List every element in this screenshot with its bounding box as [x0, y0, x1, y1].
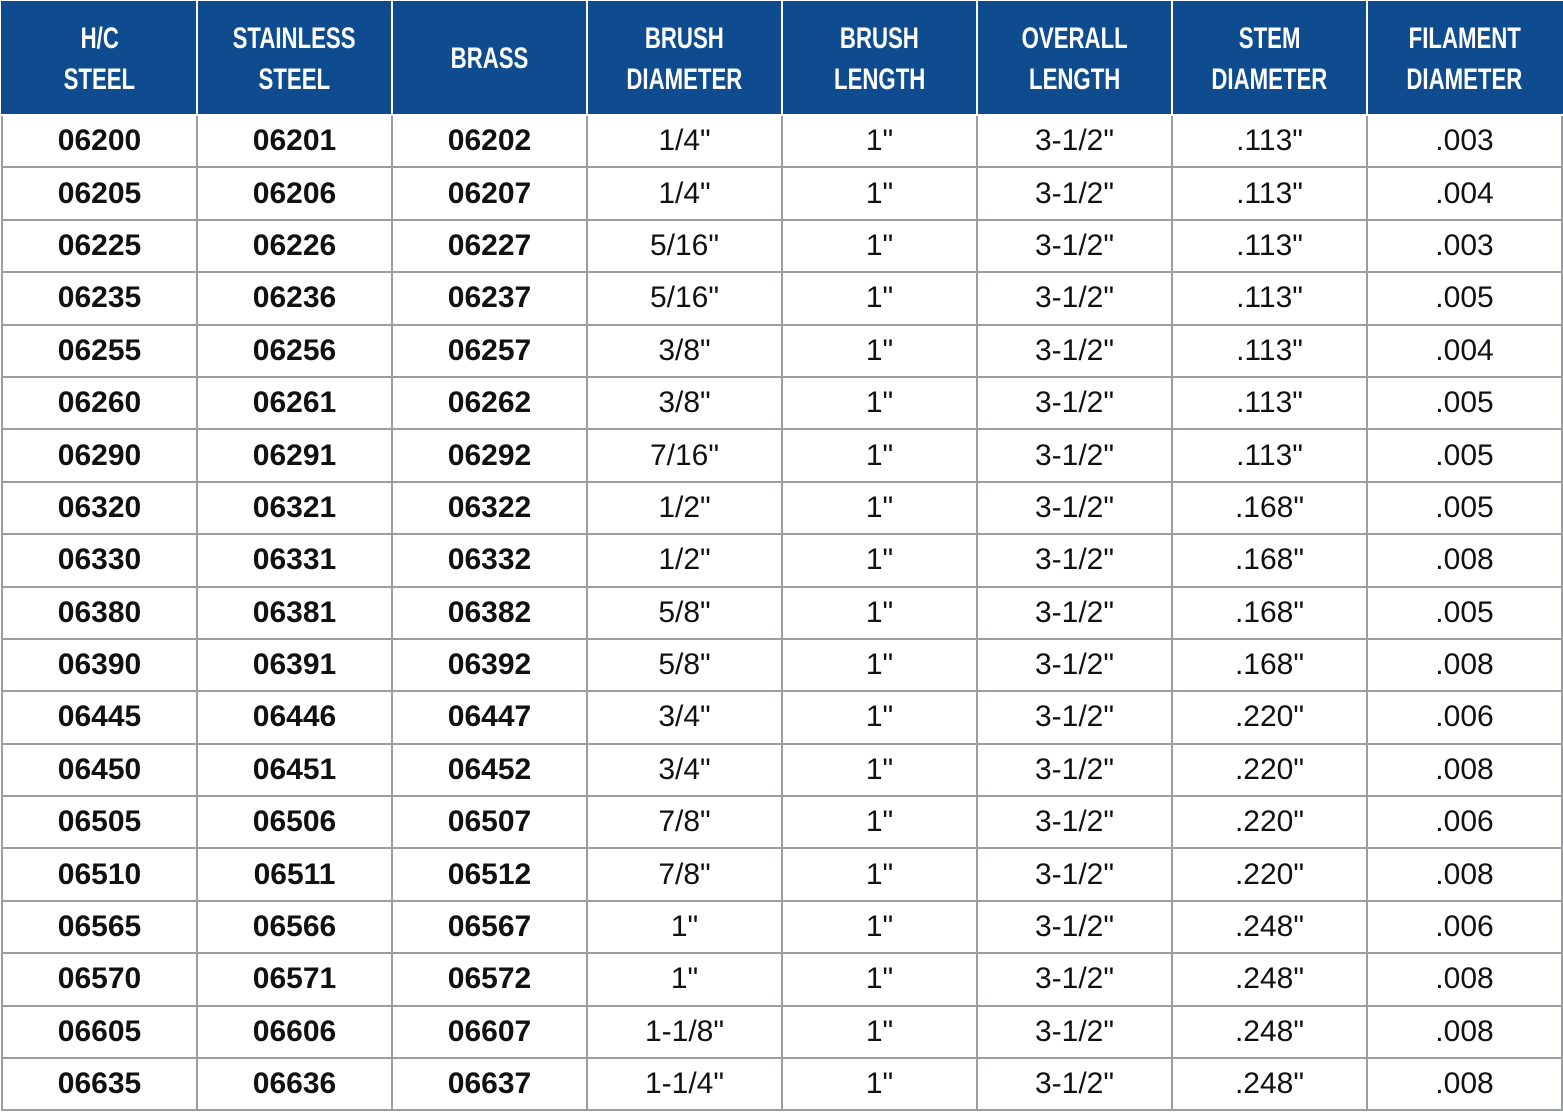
filament-diameter-cell: .003	[1367, 220, 1562, 272]
stem-diameter-cell: .168"	[1172, 534, 1367, 586]
filament-diameter-cell: .005	[1367, 272, 1562, 324]
stainless-steel-cell: 06511	[197, 848, 392, 900]
brush-diameter-cell: 3/8"	[587, 377, 782, 429]
hc-steel-cell: 06445	[2, 691, 197, 743]
stem-diameter-cell: .113"	[1172, 115, 1367, 167]
stainless-steel-cell: 06261	[197, 377, 392, 429]
brush-length-cell: 1"	[782, 534, 977, 586]
filament-diameter-cell: .008	[1367, 1006, 1562, 1058]
hc-steel-cell: 06635	[2, 1058, 197, 1110]
header-filament-diameter	[1367, 2, 1562, 115]
brass-cell: 06227	[392, 220, 587, 272]
header-line: LENGTH	[833, 62, 926, 96]
filament-diameter-cell: .005	[1367, 429, 1562, 481]
stem-diameter-cell: .168"	[1172, 482, 1367, 534]
stainless-steel-cell: 06321	[197, 482, 392, 534]
brass-cell: 06202	[392, 115, 587, 167]
header-stem-diameter	[1172, 2, 1367, 115]
header-row	[2, 2, 1562, 115]
brush-length-cell: 1"	[782, 325, 977, 377]
hc-steel-cell: 06565	[2, 901, 197, 953]
overall-length-cell: 3-1/2"	[977, 534, 1172, 586]
brush-diameter-cell: 1"	[587, 953, 782, 1005]
stainless-steel-cell: 06391	[197, 639, 392, 691]
header-line: STEEL	[258, 62, 331, 96]
brass-cell: 06607	[392, 1006, 587, 1058]
table-row	[2, 1058, 1562, 1110]
brass-cell: 06292	[392, 429, 587, 481]
brush-diameter-cell: 1-1/8"	[587, 1006, 782, 1058]
overall-length-cell: 3-1/2"	[977, 744, 1172, 796]
stem-diameter-cell: .168"	[1172, 587, 1367, 639]
hc-steel-cell: 06450	[2, 744, 197, 796]
table-row	[2, 115, 1562, 167]
overall-length-cell: 3-1/2"	[977, 587, 1172, 639]
brass-cell: 06332	[392, 534, 587, 586]
stem-diameter-cell: .248"	[1172, 1006, 1367, 1058]
stem-diameter-cell: .113"	[1172, 377, 1367, 429]
hc-steel-cell: 06235	[2, 272, 197, 324]
header-hc-steel	[2, 2, 197, 115]
header-line: DIAMETER	[1406, 62, 1523, 96]
hc-steel-cell: 06390	[2, 639, 197, 691]
brass-cell: 06447	[392, 691, 587, 743]
table-row	[2, 796, 1562, 848]
filament-diameter-cell: .006	[1367, 796, 1562, 848]
header-line: DIAMETER	[626, 62, 743, 96]
stainless-steel-cell: 06206	[197, 167, 392, 219]
stainless-steel-cell: 06331	[197, 534, 392, 586]
brush-diameter-cell: 5/8"	[587, 587, 782, 639]
stainless-steel-cell: 06256	[197, 325, 392, 377]
header-brush-length	[782, 2, 977, 115]
stem-diameter-cell: .113"	[1172, 325, 1367, 377]
hc-steel-cell: 06205	[2, 167, 197, 219]
brush-length-cell: 1"	[782, 639, 977, 691]
filament-diameter-cell: .008	[1367, 639, 1562, 691]
brush-diameter-cell: 3/4"	[587, 744, 782, 796]
filament-diameter-cell: .006	[1367, 901, 1562, 953]
overall-length-cell: 3-1/2"	[977, 167, 1172, 219]
brush-diameter-cell: 3/8"	[587, 325, 782, 377]
brush-length-cell: 1"	[782, 901, 977, 953]
table-row	[2, 901, 1562, 953]
brush-length-cell: 1"	[782, 1006, 977, 1058]
hc-steel-cell: 06570	[2, 953, 197, 1005]
brush-diameter-cell: 7/8"	[587, 848, 782, 900]
overall-length-cell: 3-1/2"	[977, 325, 1172, 377]
hc-steel-cell: 06320	[2, 482, 197, 534]
table-row	[2, 377, 1562, 429]
stem-diameter-cell: .248"	[1172, 901, 1367, 953]
brass-cell: 06237	[392, 272, 587, 324]
brush-length-cell: 1"	[782, 587, 977, 639]
brush-length-cell: 1"	[782, 744, 977, 796]
brush-diameter-cell: 5/8"	[587, 639, 782, 691]
header-line: STEEL	[63, 62, 136, 96]
brass-cell: 06637	[392, 1058, 587, 1110]
table-row	[2, 848, 1562, 900]
filament-diameter-cell: .005	[1367, 482, 1562, 534]
stem-diameter-cell: .248"	[1172, 953, 1367, 1005]
overall-length-cell: 3-1/2"	[977, 377, 1172, 429]
filament-diameter-cell: .008	[1367, 744, 1562, 796]
stainless-steel-cell: 06291	[197, 429, 392, 481]
hc-steel-cell: 06330	[2, 534, 197, 586]
brush-diameter-cell: 1/2"	[587, 534, 782, 586]
header-line: BRASS	[450, 42, 529, 75]
table-row	[2, 534, 1562, 586]
stainless-steel-cell: 06636	[197, 1058, 392, 1110]
filament-diameter-cell: .008	[1367, 534, 1562, 586]
overall-length-cell: 3-1/2"	[977, 901, 1172, 953]
brush-diameter-cell: 1-1/4"	[587, 1058, 782, 1110]
header-line: STEM	[1238, 21, 1301, 55]
table-header	[2, 2, 1562, 115]
header-line: LENGTH	[1028, 62, 1121, 96]
brass-cell: 06392	[392, 639, 587, 691]
brush-length-cell: 1"	[782, 482, 977, 534]
brush-length-cell: 1"	[782, 953, 977, 1005]
header-overall-length	[977, 2, 1172, 115]
brass-cell: 06452	[392, 744, 587, 796]
brush-diameter-cell: 1/2"	[587, 482, 782, 534]
stainless-steel-cell: 06506	[197, 796, 392, 848]
header-brush-diameter	[587, 2, 782, 115]
header-line: DIAMETER	[1211, 62, 1328, 96]
brass-cell: 06507	[392, 796, 587, 848]
stem-diameter-cell: .113"	[1172, 429, 1367, 481]
overall-length-cell: 3-1/2"	[977, 953, 1172, 1005]
overall-length-cell: 3-1/2"	[977, 220, 1172, 272]
header-line: BRUSH	[645, 21, 724, 55]
table-row	[2, 587, 1562, 639]
hc-steel-cell: 06260	[2, 377, 197, 429]
brush-length-cell: 1"	[782, 220, 977, 272]
header-line: BRUSH	[840, 21, 919, 55]
overall-length-cell: 3-1/2"	[977, 796, 1172, 848]
brush-diameter-cell: 5/16"	[587, 220, 782, 272]
brush-length-cell: 1"	[782, 429, 977, 481]
brass-cell: 06512	[392, 848, 587, 900]
header-line: OVERALL	[1021, 21, 1128, 55]
hc-steel-cell: 06255	[2, 325, 197, 377]
brush-length-cell: 1"	[782, 691, 977, 743]
brush-diameter-cell: 5/16"	[587, 272, 782, 324]
stainless-steel-cell: 06566	[197, 901, 392, 953]
table-row	[2, 429, 1562, 481]
overall-length-cell: 3-1/2"	[977, 691, 1172, 743]
stem-diameter-cell: .168"	[1172, 639, 1367, 691]
table-row	[2, 220, 1562, 272]
table-row	[2, 272, 1562, 324]
brush-diameter-cell: 1/4"	[587, 115, 782, 167]
brush-length-cell: 1"	[782, 167, 977, 219]
table-row	[2, 1006, 1562, 1058]
filament-diameter-cell: .004	[1367, 325, 1562, 377]
brush-diameter-cell: 7/8"	[587, 796, 782, 848]
table-row	[2, 744, 1562, 796]
stainless-steel-cell: 06451	[197, 744, 392, 796]
brush-diameter-cell: 1/4"	[587, 167, 782, 219]
brass-cell: 06262	[392, 377, 587, 429]
overall-length-cell: 3-1/2"	[977, 272, 1172, 324]
overall-length-cell: 3-1/2"	[977, 115, 1172, 167]
brass-cell: 06257	[392, 325, 587, 377]
stainless-steel-cell: 06446	[197, 691, 392, 743]
stem-diameter-cell: .220"	[1172, 691, 1367, 743]
stem-diameter-cell: .220"	[1172, 848, 1367, 900]
filament-diameter-cell: .005	[1367, 377, 1562, 429]
brush-spec-table	[1, 1, 1563, 1111]
filament-diameter-cell: .008	[1367, 848, 1562, 900]
stem-diameter-cell: .248"	[1172, 1058, 1367, 1110]
header-line: STAINLESS	[233, 21, 356, 55]
overall-length-cell: 3-1/2"	[977, 429, 1172, 481]
filament-diameter-cell: .006	[1367, 691, 1562, 743]
table-body	[2, 115, 1562, 1110]
hc-steel-cell: 06605	[2, 1006, 197, 1058]
stem-diameter-cell: .220"	[1172, 796, 1367, 848]
stainless-steel-cell: 06226	[197, 220, 392, 272]
overall-length-cell: 3-1/2"	[977, 1006, 1172, 1058]
stem-diameter-cell: .113"	[1172, 272, 1367, 324]
brush-diameter-cell: 1"	[587, 901, 782, 953]
table-row	[2, 325, 1562, 377]
table-row	[2, 691, 1562, 743]
table-row	[2, 167, 1562, 219]
overall-length-cell: 3-1/2"	[977, 848, 1172, 900]
stainless-steel-cell: 06606	[197, 1006, 392, 1058]
header-brass	[392, 2, 587, 115]
hc-steel-cell: 06380	[2, 587, 197, 639]
filament-diameter-cell: .008	[1367, 1058, 1562, 1110]
brass-cell: 06567	[392, 901, 587, 953]
header-line: H/C	[80, 21, 119, 55]
header-line: FILAMENT	[1408, 21, 1521, 55]
table-row	[2, 482, 1562, 534]
filament-diameter-cell: .008	[1367, 953, 1562, 1005]
brush-diameter-cell: 3/4"	[587, 691, 782, 743]
hc-steel-cell: 06505	[2, 796, 197, 848]
brush-length-cell: 1"	[782, 1058, 977, 1110]
brush-length-cell: 1"	[782, 796, 977, 848]
brass-cell: 06207	[392, 167, 587, 219]
header-stainless-steel	[197, 2, 392, 115]
stem-diameter-cell: .220"	[1172, 744, 1367, 796]
stem-diameter-cell: .113"	[1172, 220, 1367, 272]
overall-length-cell: 3-1/2"	[977, 482, 1172, 534]
filament-diameter-cell: .005	[1367, 587, 1562, 639]
stainless-steel-cell: 06201	[197, 115, 392, 167]
hc-steel-cell: 06510	[2, 848, 197, 900]
filament-diameter-cell: .004	[1367, 167, 1562, 219]
table-row	[2, 953, 1562, 1005]
stainless-steel-cell: 06571	[197, 953, 392, 1005]
brush-length-cell: 1"	[782, 115, 977, 167]
brass-cell: 06382	[392, 587, 587, 639]
brass-cell: 06572	[392, 953, 587, 1005]
overall-length-cell: 3-1/2"	[977, 639, 1172, 691]
brush-diameter-cell: 7/16"	[587, 429, 782, 481]
brush-length-cell: 1"	[782, 272, 977, 324]
stainless-steel-cell: 06236	[197, 272, 392, 324]
hc-steel-cell: 06290	[2, 429, 197, 481]
overall-length-cell: 3-1/2"	[977, 1058, 1172, 1110]
table-row	[2, 639, 1562, 691]
brush-length-cell: 1"	[782, 377, 977, 429]
brass-cell: 06322	[392, 482, 587, 534]
stainless-steel-cell: 06381	[197, 587, 392, 639]
hc-steel-cell: 06225	[2, 220, 197, 272]
stem-diameter-cell: .113"	[1172, 167, 1367, 219]
filament-diameter-cell: .003	[1367, 115, 1562, 167]
brush-length-cell: 1"	[782, 848, 977, 900]
hc-steel-cell: 06200	[2, 115, 197, 167]
